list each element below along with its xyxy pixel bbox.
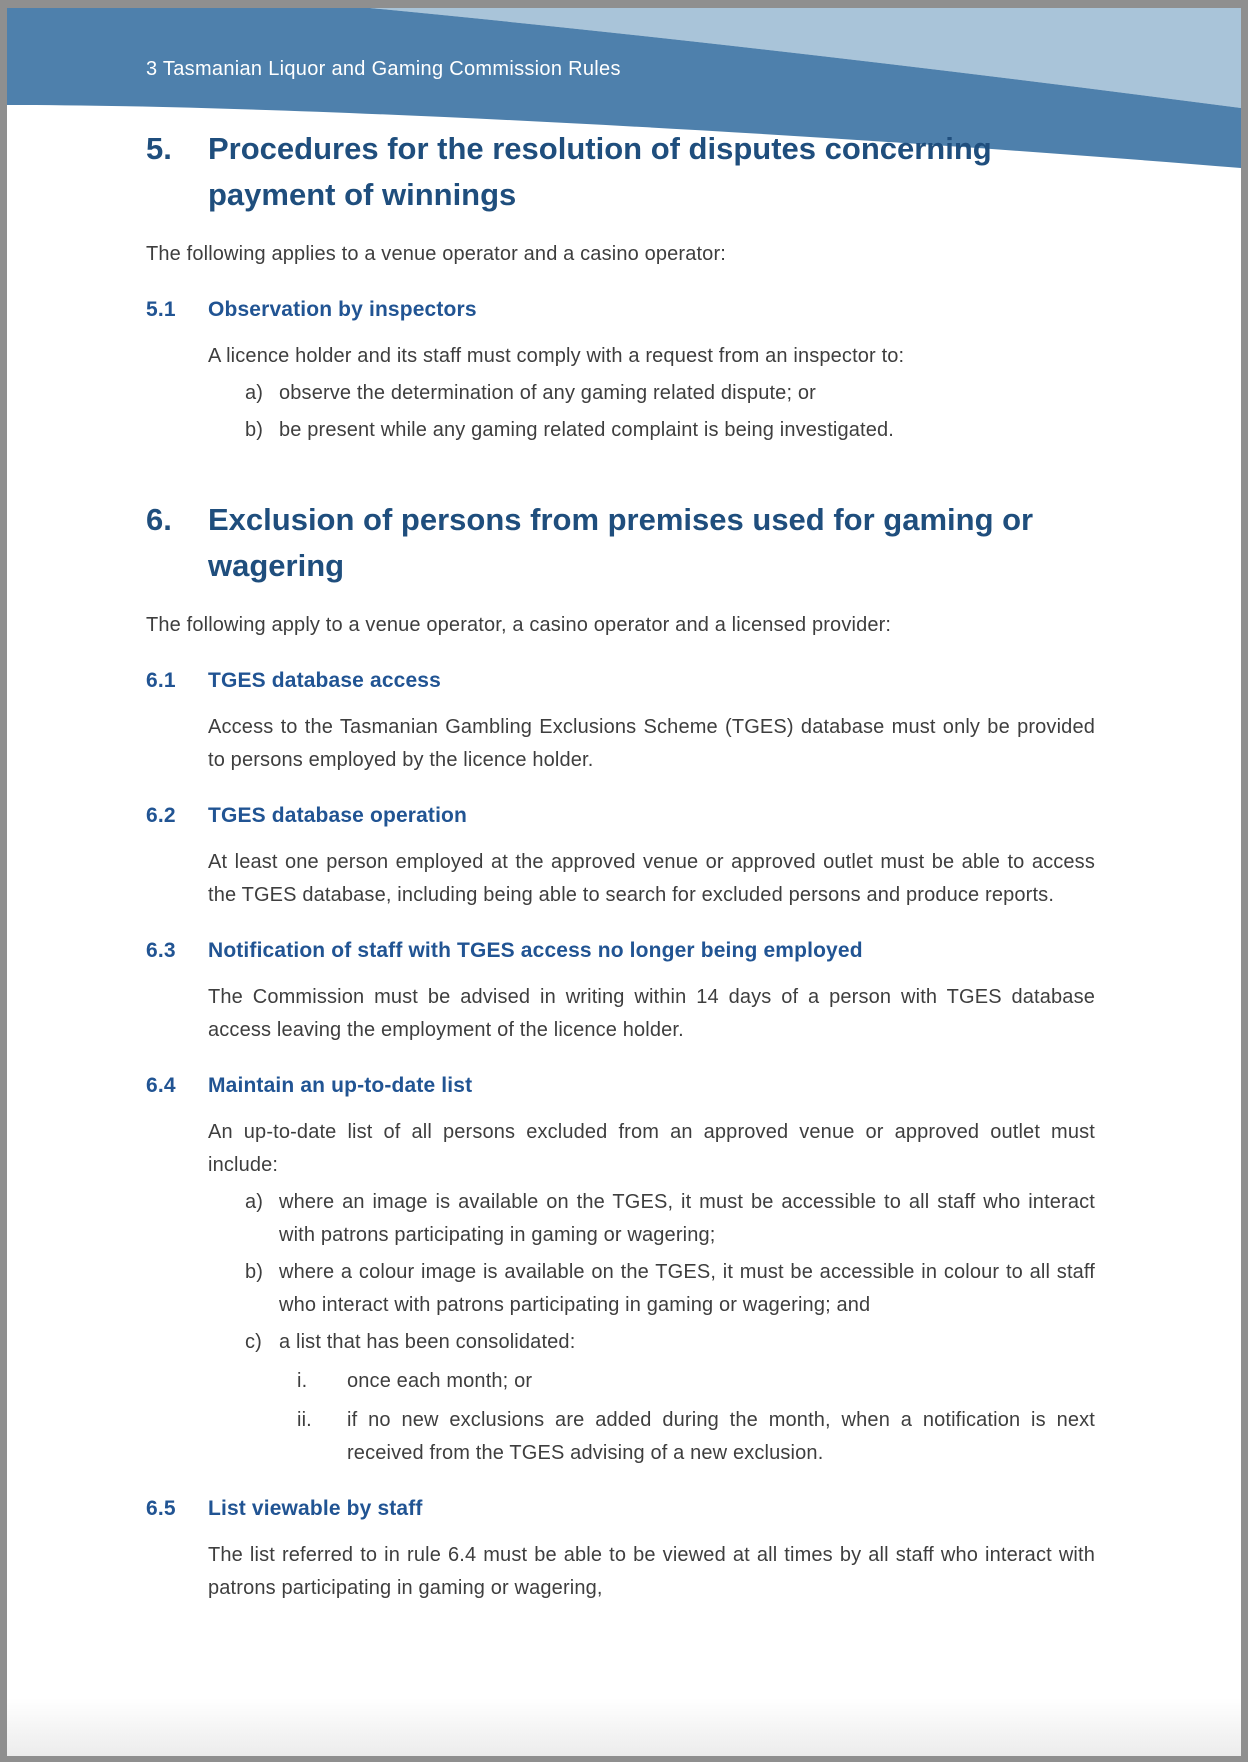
section-heading-6: [146, 497, 1095, 589]
rule-6-2-title: TGES database operation: [208, 804, 468, 827]
list-item-marker: c): [245, 1331, 262, 1353]
list-item-marker: a): [245, 382, 264, 404]
sublist-item-text: once each month; or: [347, 1370, 533, 1392]
rule-6-3-body: The Commission must be advised in writing within 14 days of a person with TGES database access leaving the employment of the licence holder.: [208, 986, 1095, 1041]
rule-6-1-title: TGES database access: [208, 669, 441, 692]
rule-6-5-number: 6.5: [146, 1497, 176, 1520]
rule-6-4-heading: [146, 1069, 1095, 1102]
list-item-text: where a colour image is available on the TGES, it must be accessible in colour to all staff who interact with patrons participating in gaming or wagering; and: [279, 1261, 1095, 1316]
list-item: [245, 1256, 1095, 1322]
sublist-item-marker: i.: [297, 1370, 308, 1392]
list-item-marker: b): [245, 1261, 264, 1283]
rule-6-5-heading: [146, 1492, 1095, 1525]
rule-6-2-number: 6.2: [146, 804, 176, 827]
list-item: [245, 414, 1095, 447]
rule-6-2-heading: [146, 799, 1095, 832]
rule-6-1-number: 6.1: [146, 669, 176, 692]
rule-6-1-body: Access to the Tasmanian Gambling Exclusions Scheme (TGES) database must only be provided to persons employed by the licence holder.: [208, 716, 1095, 771]
rule-5-1-number: 5.1: [146, 298, 176, 321]
document-page: [7, 8, 1241, 1756]
rule-6-3-heading: [146, 934, 1095, 967]
list-item-text: observe the determination of any gaming related dispute; or: [279, 382, 816, 404]
sublist-item-marker: ii.: [297, 1409, 312, 1431]
rule-6-1-heading: [146, 664, 1095, 697]
list-item-marker: a): [245, 1191, 264, 1213]
rule-5-1-heading: [146, 293, 1095, 326]
rule-6-4-number: 6.4: [146, 1074, 176, 1097]
page-bottom-fade: [7, 1698, 1241, 1756]
sublist-item: [297, 1404, 1095, 1470]
section-6-title: Exclusion of persons from premises used for gaming or wagering: [208, 502, 1034, 583]
section-heading-5: [146, 126, 1095, 218]
list-item: [245, 377, 1095, 410]
rule-5-1-title: Observation by inspectors: [208, 298, 477, 321]
list-item-text: a list that has been consolidated:: [279, 1331, 576, 1353]
list-item-text: be present while any gaming related complaint is being investigated.: [279, 419, 895, 441]
section-6-intro: The following apply to a venue operator, a casino operator and a licensed provider:: [146, 614, 892, 636]
running-header: 3 Tasmanian Liquor and Gaming Commission Rules: [146, 58, 621, 80]
section-6-number: 6.: [146, 502, 172, 537]
rule-6-4-body: An up-to-date list of all persons excluded from an approved venue or approved outlet must include:: [208, 1121, 1095, 1176]
sublist-item-text: if no new exclusions are added during the month, when a notification is next received from the TGES advising of a new exclusion.: [347, 1409, 1095, 1464]
list-item: [245, 1186, 1095, 1252]
rule-6-3-title: Notification of staff with TGES access no longer being employed: [208, 939, 863, 962]
page-content: [7, 8, 1241, 1605]
section-5-title: Procedures for the resolution of disputes concerning payment of winnings: [208, 131, 992, 212]
sublist-item: [297, 1365, 1095, 1398]
rule-6-3-number: 6.3: [146, 939, 176, 962]
rule-6-4-title: Maintain an up-to-date list: [208, 1074, 473, 1097]
rule-6-5-title: List viewable by staff: [208, 1497, 423, 1520]
list-item: [245, 1326, 1095, 1359]
list-item-text: where an image is available on the TGES, it must be accessible to all staff who interact with patrons participating in gaming or wagering;: [279, 1191, 1095, 1246]
list-item-marker: b): [245, 419, 264, 441]
rule-6-5-body: The list referred to in rule 6.4 must be able to be viewed at all times by all staff who interact with patrons participating in gaming or wagering,: [208, 1544, 1095, 1599]
section-5-number: 5.: [146, 131, 172, 166]
section-5-intro: The following applies to a venue operator and a casino operator:: [146, 243, 726, 265]
rule-5-1-body: A licence holder and its staff must comply with a request from an inspector to:: [208, 345, 905, 367]
rule-6-2-body: At least one person employed at the approved venue or approved outlet must be able to access the TGES database, including being able to search for excluded persons and produce reports.: [208, 851, 1095, 906]
